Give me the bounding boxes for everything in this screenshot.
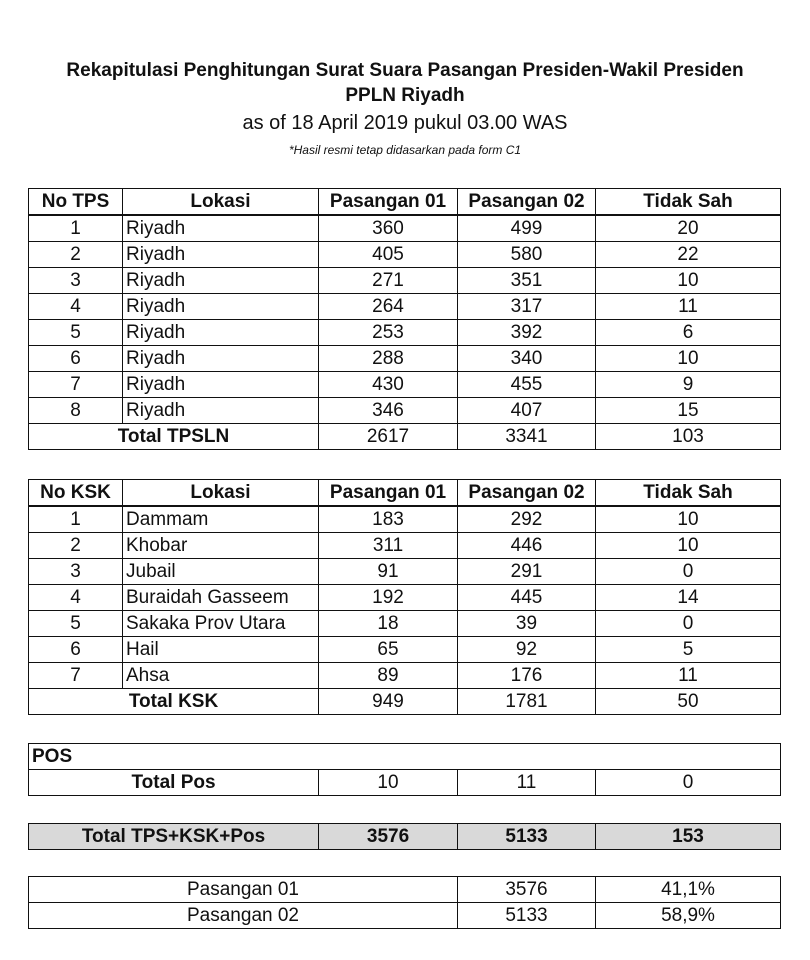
table-row	[29, 346, 781, 372]
total-value: 0	[596, 770, 781, 796]
pasangan-01-cell: 264	[319, 294, 458, 320]
tidak-sah-cell: 10	[596, 268, 781, 294]
report-date: as of 18 April 2019 pukul 03.00 WAS	[242, 112, 568, 134]
summary-row	[29, 877, 781, 903]
location-cell: Riyadh	[123, 346, 319, 372]
percentage-table	[28, 876, 781, 929]
grand-total-value: 5133	[458, 824, 596, 850]
tidak-sah-cell: 10	[596, 506, 781, 533]
grand-total-value: 153	[596, 824, 781, 850]
location-cell: Riyadh	[123, 294, 319, 320]
grand-total-row	[29, 824, 781, 850]
candidate-percent: 41,1%	[596, 877, 781, 903]
location-cell: Riyadh	[123, 242, 319, 268]
pasangan-01-cell: 253	[319, 320, 458, 346]
pasangan-02-cell: 392	[458, 320, 596, 346]
table-row	[29, 663, 781, 689]
pos-label: POS	[29, 744, 781, 770]
col-header: Lokasi	[123, 480, 319, 507]
row-number: 6	[29, 637, 123, 663]
pasangan-01-cell: 89	[319, 663, 458, 689]
pasangan-01-cell: 91	[319, 559, 458, 585]
table-row	[29, 294, 781, 320]
tidak-sah-cell: 5	[596, 637, 781, 663]
row-number: 3	[29, 268, 123, 294]
location-cell: Riyadh	[123, 215, 319, 242]
total-label: Total TPSLN	[29, 424, 319, 450]
col-header: Pasangan 02	[458, 480, 596, 507]
tidak-sah-cell: 6	[596, 320, 781, 346]
grand-total-table	[28, 823, 781, 850]
col-header: No KSK	[29, 480, 123, 507]
ksk-header-row	[29, 480, 781, 507]
ksk-table	[28, 479, 781, 715]
col-header: Tidak Sah	[596, 480, 781, 507]
table-row	[29, 268, 781, 294]
pasangan-01-cell: 346	[319, 398, 458, 424]
pos-label-row	[29, 744, 781, 770]
pasangan-01-cell: 183	[319, 506, 458, 533]
total-value: 103	[596, 424, 781, 450]
col-header: Pasangan 02	[458, 189, 596, 216]
tidak-sah-cell: 10	[596, 533, 781, 559]
tidak-sah-cell: 9	[596, 372, 781, 398]
pasangan-01-cell: 430	[319, 372, 458, 398]
location-cell: Riyadh	[123, 268, 319, 294]
pasangan-02-cell: 292	[458, 506, 596, 533]
location-cell: Riyadh	[123, 398, 319, 424]
pasangan-02-cell: 455	[458, 372, 596, 398]
pasangan-01-cell: 405	[319, 242, 458, 268]
candidate-label: Pasangan 01	[29, 877, 458, 903]
pasangan-02-cell: 445	[458, 585, 596, 611]
report-note: *Hasil resmi tetap didasarkan pada form C1	[288, 143, 522, 157]
candidate-percent: 58,9%	[596, 903, 781, 929]
row-number: 7	[29, 372, 123, 398]
pasangan-01-cell: 360	[319, 215, 458, 242]
total-value: 949	[319, 689, 458, 715]
table-row	[29, 398, 781, 424]
total-value: 3341	[458, 424, 596, 450]
row-number: 4	[29, 294, 123, 320]
summary-row	[29, 903, 781, 929]
total-value: 1781	[458, 689, 596, 715]
tidak-sah-cell: 10	[596, 346, 781, 372]
pasangan-01-cell: 65	[319, 637, 458, 663]
location-cell: Dammam	[123, 506, 319, 533]
candidate-label: Pasangan 02	[29, 903, 458, 929]
table-row	[29, 637, 781, 663]
col-header: Pasangan 01	[319, 189, 458, 216]
pasangan-02-cell: 351	[458, 268, 596, 294]
location-cell: Buraidah Gasseem	[123, 585, 319, 611]
pasangan-02-cell: 340	[458, 346, 596, 372]
col-header: No TPS	[29, 189, 123, 216]
tps-table	[28, 188, 781, 450]
location-cell: Hail	[123, 637, 319, 663]
table-row	[29, 215, 781, 242]
tidak-sah-cell: 20	[596, 215, 781, 242]
row-number: 7	[29, 663, 123, 689]
col-header: Lokasi	[123, 189, 319, 216]
location-cell: Jubail	[123, 559, 319, 585]
table-row	[29, 559, 781, 585]
total-row	[29, 689, 781, 715]
total-label: Total Pos	[29, 770, 319, 796]
table-row	[29, 320, 781, 346]
table-row	[29, 611, 781, 637]
report-title: Rekapitulasi Penghitungan Surat Suara Pasangan Presiden-Wakil Presiden	[66, 60, 744, 81]
pos-table	[28, 743, 781, 796]
pasangan-01-cell: 271	[319, 268, 458, 294]
row-number: 8	[29, 398, 123, 424]
tps-header-row	[29, 189, 781, 216]
pasangan-02-cell: 407	[458, 398, 596, 424]
row-number: 2	[29, 242, 123, 268]
table-row	[29, 585, 781, 611]
pasangan-01-cell: 311	[319, 533, 458, 559]
table-row	[29, 533, 781, 559]
grand-total-value: 3576	[319, 824, 458, 850]
location-cell: Khobar	[123, 533, 319, 559]
pasangan-01-cell: 192	[319, 585, 458, 611]
table-row	[29, 506, 781, 533]
tidak-sah-cell: 22	[596, 242, 781, 268]
report-subtitle: PPLN Riyadh	[345, 85, 465, 106]
row-number: 2	[29, 533, 123, 559]
total-value: 50	[596, 689, 781, 715]
pasangan-02-cell: 291	[458, 559, 596, 585]
grand-total-label: Total TPS+KSK+Pos	[29, 824, 319, 850]
pasangan-02-cell: 446	[458, 533, 596, 559]
tidak-sah-cell: 15	[596, 398, 781, 424]
row-number: 5	[29, 611, 123, 637]
tidak-sah-cell: 11	[596, 294, 781, 320]
row-number: 4	[29, 585, 123, 611]
row-number: 6	[29, 346, 123, 372]
location-cell: Ahsa	[123, 663, 319, 689]
col-header: Tidak Sah	[596, 189, 781, 216]
location-cell: Riyadh	[123, 372, 319, 398]
table-row	[29, 242, 781, 268]
tidak-sah-cell: 0	[596, 559, 781, 585]
total-value: 2617	[319, 424, 458, 450]
pos-total-row	[29, 770, 781, 796]
total-label: Total KSK	[29, 689, 319, 715]
total-row	[29, 424, 781, 450]
pasangan-01-cell: 288	[319, 346, 458, 372]
pasangan-02-cell: 580	[458, 242, 596, 268]
location-cell: Riyadh	[123, 320, 319, 346]
pasangan-02-cell: 499	[458, 215, 596, 242]
tidak-sah-cell: 11	[596, 663, 781, 689]
col-header: Pasangan 01	[319, 480, 458, 507]
table-row	[29, 372, 781, 398]
candidate-votes: 5133	[458, 903, 596, 929]
row-number: 3	[29, 559, 123, 585]
row-number: 5	[29, 320, 123, 346]
pasangan-02-cell: 39	[458, 611, 596, 637]
tidak-sah-cell: 14	[596, 585, 781, 611]
pasangan-02-cell: 92	[458, 637, 596, 663]
tidak-sah-cell: 0	[596, 611, 781, 637]
location-cell: Sakaka Prov Utara	[123, 611, 319, 637]
total-value: 10	[319, 770, 458, 796]
candidate-votes: 3576	[458, 877, 596, 903]
pasangan-02-cell: 317	[458, 294, 596, 320]
pasangan-01-cell: 18	[319, 611, 458, 637]
row-number: 1	[29, 506, 123, 533]
row-number: 1	[29, 215, 123, 242]
total-value: 11	[458, 770, 596, 796]
pasangan-02-cell: 176	[458, 663, 596, 689]
